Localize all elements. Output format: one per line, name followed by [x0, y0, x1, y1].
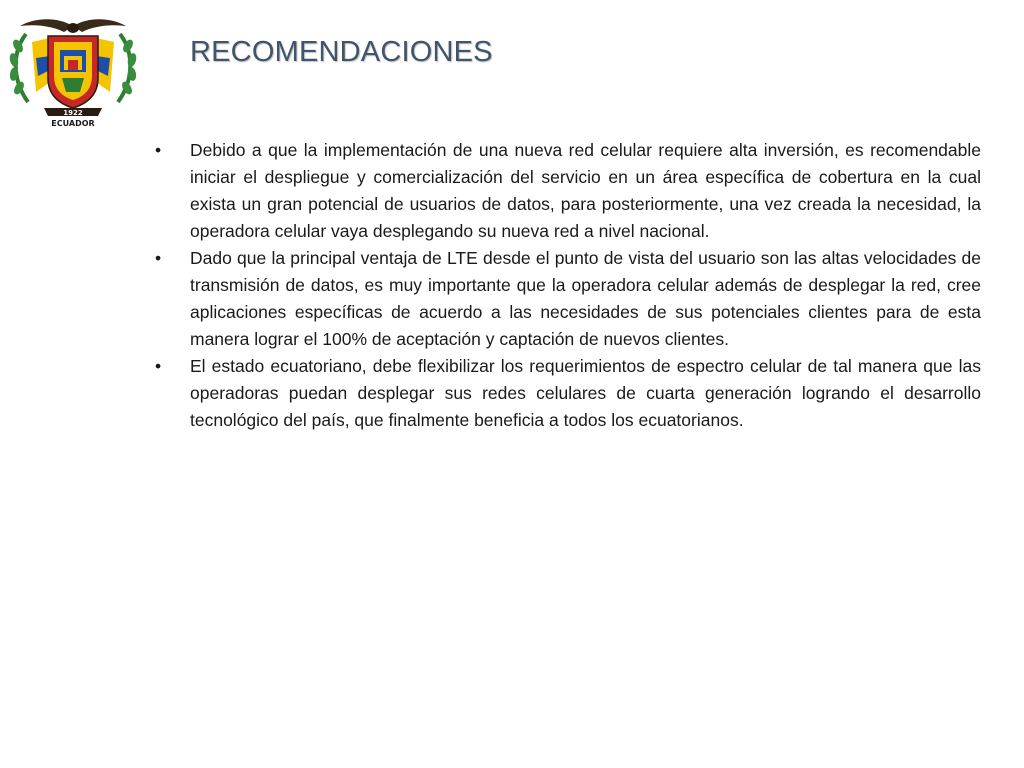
- bullet-icon: •: [155, 140, 162, 160]
- list-item: [155, 245, 981, 353]
- bullet-icon: •: [155, 248, 162, 268]
- bullet-text: Dado que la principal ventaja de LTE desde el punto de vista del usuario son las altas velocidades de transmisión de datos, es muy importante que la operadora celular además de desplegar la red, cree aplicaciones específicas de acuerdo a las necesidades de sus potenciales clientes para de esta manera lograr el 100% de aceptación y captación de nuevos clientes.: [190, 248, 981, 349]
- emblem-country: ECUADOR: [51, 119, 95, 128]
- emblem-year: 1922: [63, 109, 83, 117]
- recommendations-list: [155, 137, 981, 434]
- bullet-text: Debido a que la implementación de una nueva red celular requiere alta inversión, es recomendable iniciar el despliegue y comercialización del servicio en un área específica de cobertura en la cual exista un gran potencial de usuarios de datos, para posteriormente, una vez creada la necesidad, la operadora celular vaya desplegando su nueva red a nivel nacional.: [190, 140, 981, 241]
- list-item: [155, 137, 981, 245]
- list-item: [155, 353, 981, 434]
- slide-title: RECOMENDACIONES: [190, 36, 493, 68]
- coat-of-arms-icon: [6, 12, 140, 130]
- bullet-icon: •: [155, 356, 162, 376]
- bullet-text: El estado ecuatoriano, debe flexibilizar los requerimientos de espectro celular de tal manera que las operadoras puedan desplegar sus redes celulares de cuarta generación logrando el desarrollo tecnológico del país, que finalmente beneficia a todos los ecuatorianos.: [190, 356, 981, 430]
